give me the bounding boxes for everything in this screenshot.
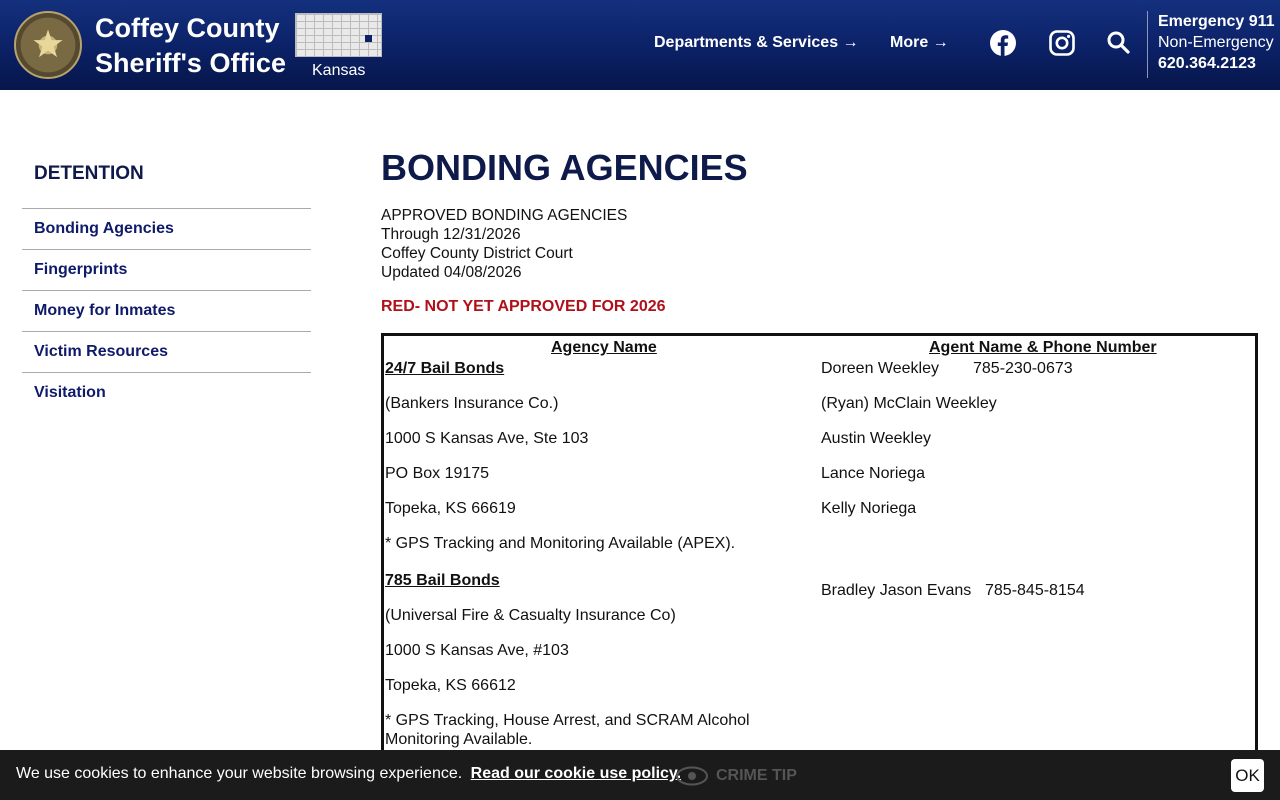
agency-detail: Topeka, KS 66619 [385,500,516,517]
bonding-agencies-table [381,333,1258,763]
crime-tip-label: CRIME TIP [716,767,797,784]
cookie-policy-link[interactable]: Read our cookie use policy. [470,765,682,782]
coffey-county-marker [365,35,372,42]
eye-icon [676,766,708,786]
intro-line: Through 12/31/2026 [381,226,521,243]
site-title-line2: Sheriff's Office [95,48,286,78]
agency-detail: * GPS Tracking, House Arrest, and SCRAM Alcohol [385,712,750,729]
sidebar-nav [22,208,311,413]
agency-detail: PO Box 19175 [385,465,490,482]
intro-text [381,206,627,282]
page-title: BONDING AGENCIES [381,147,748,188]
agency-detail: Topeka, KS 66612 [385,677,516,694]
header-divider [1147,11,1148,78]
cookie-banner [0,750,1280,800]
instagram-icon[interactable] [1049,30,1075,56]
agent-phone: 785-845-8154 [985,582,1085,599]
agent-name: (Ryan) McClain Weekley [821,395,997,412]
sheriff-badge-logo[interactable] [14,11,82,79]
nonemergency-label: Non-Emergency [1158,34,1274,51]
agent-name: Lance Noriega [821,465,926,482]
nav-departments-services[interactable]: Departments & Services → [654,34,859,51]
nav-more[interactable]: More → [890,34,949,51]
sidebar-title: DETENTION [34,163,144,184]
agent-phone: 785-230-0673 [973,360,1073,377]
agency-name: 785 Bail Bonds [385,572,500,589]
facebook-icon[interactable] [990,30,1016,56]
star-icon: ★ [30,24,66,66]
agency-detail: (Bankers Insurance Co.) [385,395,559,412]
agent-name: Doreen Weekley [821,360,939,377]
site-title[interactable] [95,11,286,81]
agency-detail: 1000 S Kansas Ave, Ste 103 [385,430,589,447]
sidebar-item-visitation[interactable]: Visitation [22,372,311,413]
emergency-911[interactable]: Emergency 911 [1158,13,1275,30]
cookie-message: We use cookies to enhance your website browsing experience. [16,765,463,782]
agency-detail: * GPS Tracking and Monitoring Available (APEX). [385,535,736,552]
crime-tip-button[interactable] [676,766,797,786]
agency-name: 24/7 Bail Bonds [385,360,505,377]
nonemergency-phone[interactable]: 620.364.2123 [1158,55,1256,72]
site-title-line1: Coffey County [95,13,280,43]
site-header [0,0,1280,90]
agent-name: Austin Weekley [821,430,931,447]
sidebar-item-bonding-agencies[interactable]: Bonding Agencies [22,208,311,249]
sidebar-item-victim-resources[interactable]: Victim Resources [22,331,311,372]
cookie-message-wrap [16,765,681,783]
sidebar-item-fingerprints[interactable]: Fingerprints [22,249,311,290]
state-label: Kansas [312,62,366,79]
emergency-contacts [1158,11,1275,74]
intro-line: Updated 04/08/2026 [381,264,522,281]
intro-line: Coffey County District Court [381,245,573,262]
kansas-map-icon [295,13,382,57]
sidebar-item-money-for-inmates[interactable]: Money for Inmates [22,290,311,331]
agent-name: Kelly Noriega [821,500,917,517]
not-approved-note: RED- NOT YET APPROVED FOR 2026 [381,298,666,315]
agency-detail: (Universal Fire & Casualty Insurance Co) [385,607,676,624]
agency-detail: 1000 S Kansas Ave, #103 [385,642,569,659]
column-header-agent: Agent Name & Phone Number [929,339,1157,356]
cookie-ok-button[interactable]: OK [1231,759,1264,792]
agency-detail: Monitoring Available. [385,731,533,748]
column-header-agency: Agency Name [551,339,657,356]
intro-line: APPROVED BONDING AGENCIES [381,207,628,224]
agent-name: Bradley Jason Evans [821,582,972,599]
search-icon[interactable] [1106,30,1132,56]
